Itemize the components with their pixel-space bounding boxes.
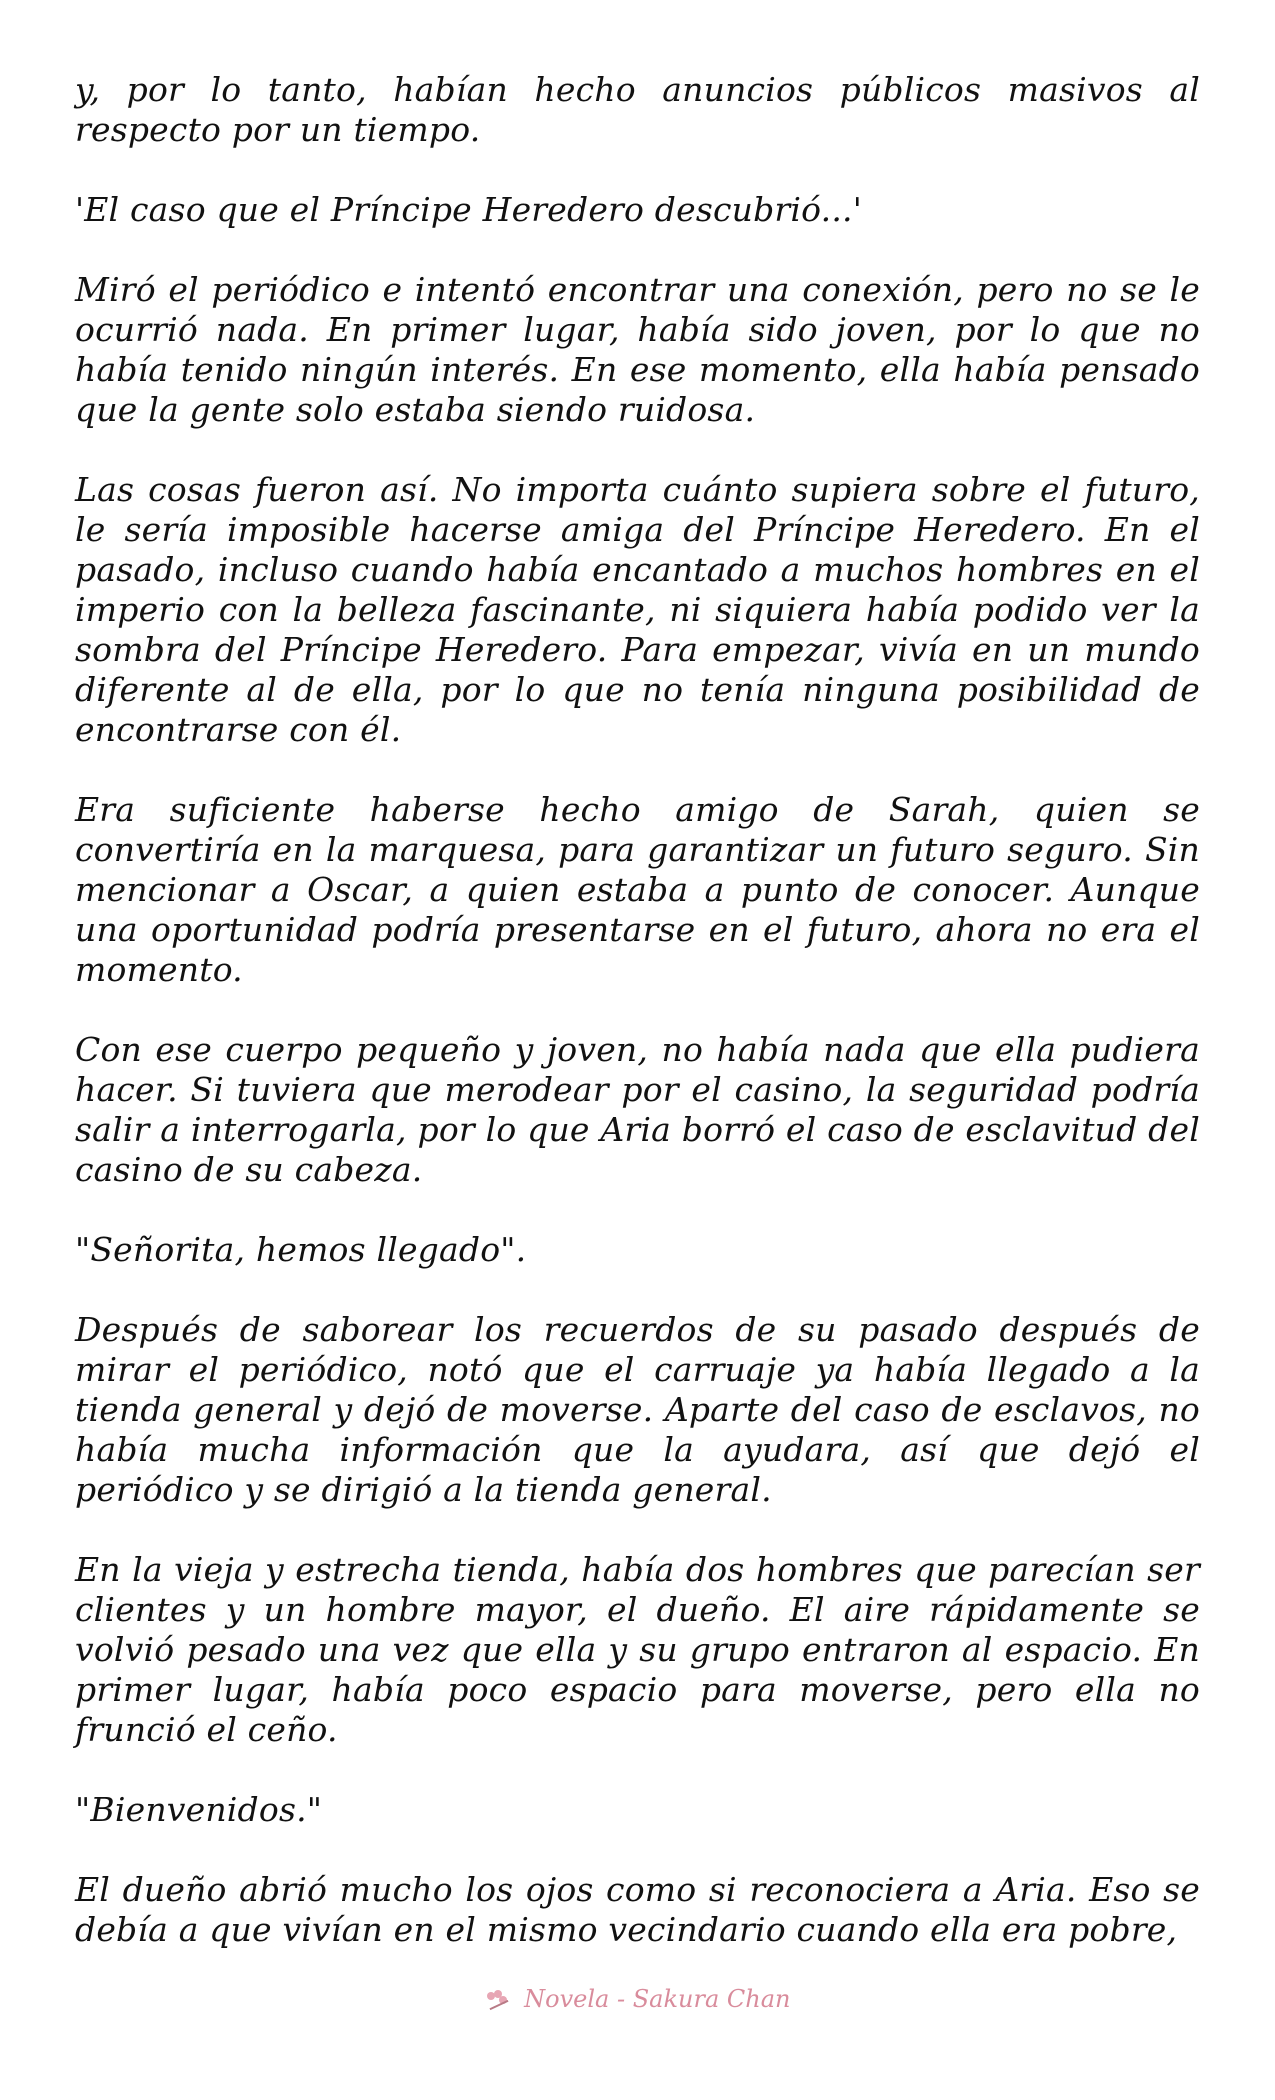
paragraph: Después de saborear los recuerdos de su pasado después de mirar el periódico, notó que el carruaje ya había llegado a la tienda general y dejó de moverse. Aparte del caso de esclavos, no había mucha información que la ayudara, así que dejó el periódico y se dirigió a la tienda general. [75,1310,1200,1509]
document-body [75,70,1200,1990]
paragraph: y, por lo tanto, habían hecho anuncios públicos masivos al respecto por un tiempo. [75,70,1200,149]
watermark-footer [0,1985,1275,2013]
paragraph: El dueño abrió mucho los ojos como si reconociera a Aria. Eso se debía a que vivían en el mismo vecindario cuando ella era pobre, [75,1870,1200,1949]
paragraph: Miró el periódico e intentó encontrar una conexión, pero no se le ocurrió nada. En primer lugar, había sido joven, por lo que no había tenido ningún interés. En ese momento, ella había pensado que la gente solo estaba siendo ruidosa. [75,270,1200,429]
paragraph: Las cosas fueron así. No importa cuánto supiera sobre el futuro, le sería imposible hacerse amiga del Príncipe Heredero. En el pasado, incluso cuando había encantado a muchos hombres en el imperio con la belleza fascinante, ni siquiera había podido ver la sombra del Príncipe Heredero. Para empezar, vivía en un mundo diferente al de ella, por lo que no tenía ninguna posibilidad de encontrarse con él. [75,470,1200,749]
cherry-blossom-icon [485,1990,511,2012]
paragraph: 'El caso que el Príncipe Heredero descubrió...' [75,190,862,229]
paragraph: Con ese cuerpo pequeño y joven, no había nada que ella pudiera hacer. Si tuviera que merodear por el casino, la seguridad podría salir a interrogarla, por lo que Aria borró el caso de esclavitud del casino de su cabeza. [75,1030,1200,1189]
paragraph: "Bienvenidos." [75,1790,323,1829]
watermark-text: Novela - Sakura Chan [524,1985,791,2013]
paragraph: Era suficiente haberse hecho amigo de Sarah, quien se convertiría en la marquesa, para garantizar un futuro seguro. Sin mencionar a Oscar, a quien estaba a punto de conocer. Aunque una oportunidad podría presentarse en el futuro, ahora no era el momento. [75,790,1200,989]
paragraph: "Señorita, hemos llegado". [75,1230,527,1269]
paragraph: En la vieja y estrecha tienda, había dos hombres que parecían ser clientes y un hombre mayor, el dueño. El aire rápidamente se volvió pesado una vez que ella y su grupo entraron al espacio. En primer lugar, había poco espacio para moverse, pero ella no frunció el ceño. [75,1550,1200,1749]
